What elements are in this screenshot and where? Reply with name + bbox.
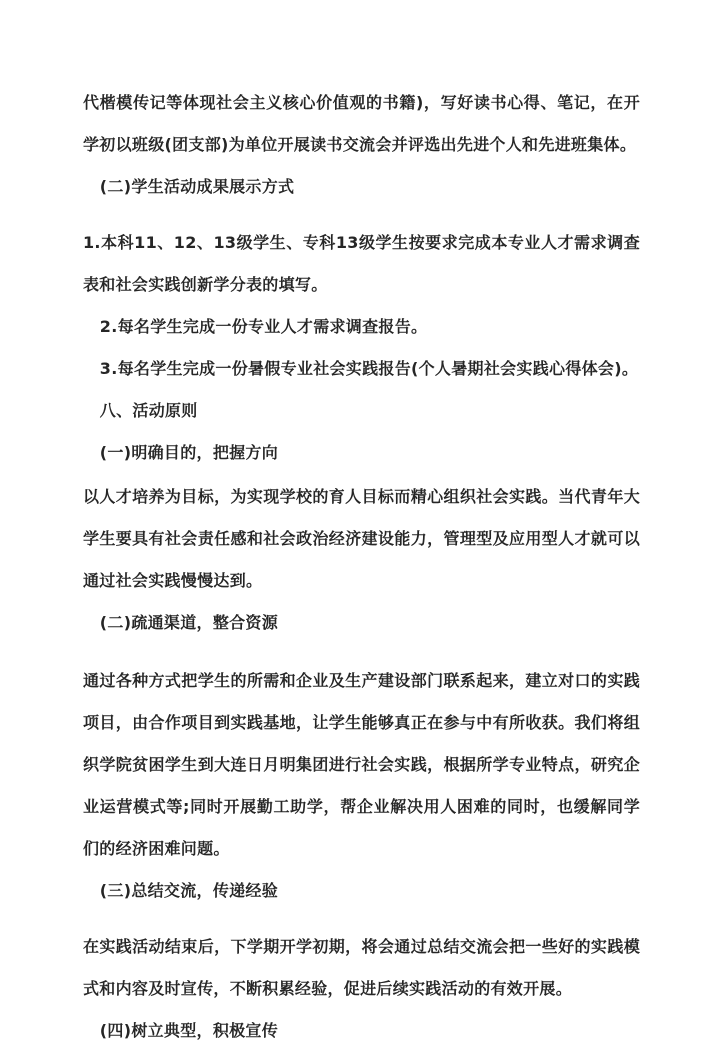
para-enterprise-cooperation: 通过各种方式把学生的所需和企业及生产建设部门联系起来，建立对口的实践项目，由合作项目到实践基地，让学生能够真正在参与中有所收获。我们将组织学院贫困学生到大连日月明集团进行社会实践，根据所学专业特点，研究企业运营模式等;同时开展勤工助学，帮企业解决用人困难的同时，也缓解同学们的经济困难问题。 — [83, 671, 640, 858]
subheading-1-clear-purpose: (一)明确目的，把握方向 — [99, 443, 279, 462]
item-2-survey-report: 2.每名学生完成一份专业人才需求调查报告。 — [99, 317, 428, 336]
subheading-4-role-models: (四)树立典型，积极宣传 — [99, 1021, 279, 1040]
item-1-survey-form: 1.本科11、12、13级学生、专科13级学生按要求完成本专业人才需求调查表和社会实践创新学分表的填写。 — [83, 233, 640, 294]
para-after-practice: 在实践活动结束后，下学期开学初期，将会通过总结交流会把一些好的实践模式和内容及时宣传，不断积累经验，促进后续实践活动的有效开展。 — [83, 937, 640, 998]
subheading-3-summary-exchange: (三)总结交流，传递经验 — [99, 881, 279, 900]
subheading-2-channels-resources: (二)疏通渠道，整合资源 — [99, 613, 279, 632]
document-body — [83, 82, 640, 1052]
item-3-practice-report: 3.每名学生完成一份暑假专业社会实践报告(个人暑期社会实践心得体会)。 — [99, 359, 639, 378]
heading-section-8-activity-principles: 八、活动原则 — [99, 401, 198, 420]
para-talent-cultivation: 以人才培养为目标，为实现学校的育人目标而精心组织社会实践。当代青年大学生要具有社会责任感和社会政治经济建设能力，管理型及应用型人才就可以通过社会实践慢慢达到。 — [83, 487, 640, 590]
heading-student-achievement-display: (二)学生活动成果展示方式 — [99, 177, 295, 196]
para-reading-books-continuation: 代楷模传记等体现社会主义核心价值观的书籍)，写好读书心得、笔记，在开学初以班级(团支部)为单位开展读书交流会并评选出先进个人和先进班集体。 — [83, 93, 640, 154]
